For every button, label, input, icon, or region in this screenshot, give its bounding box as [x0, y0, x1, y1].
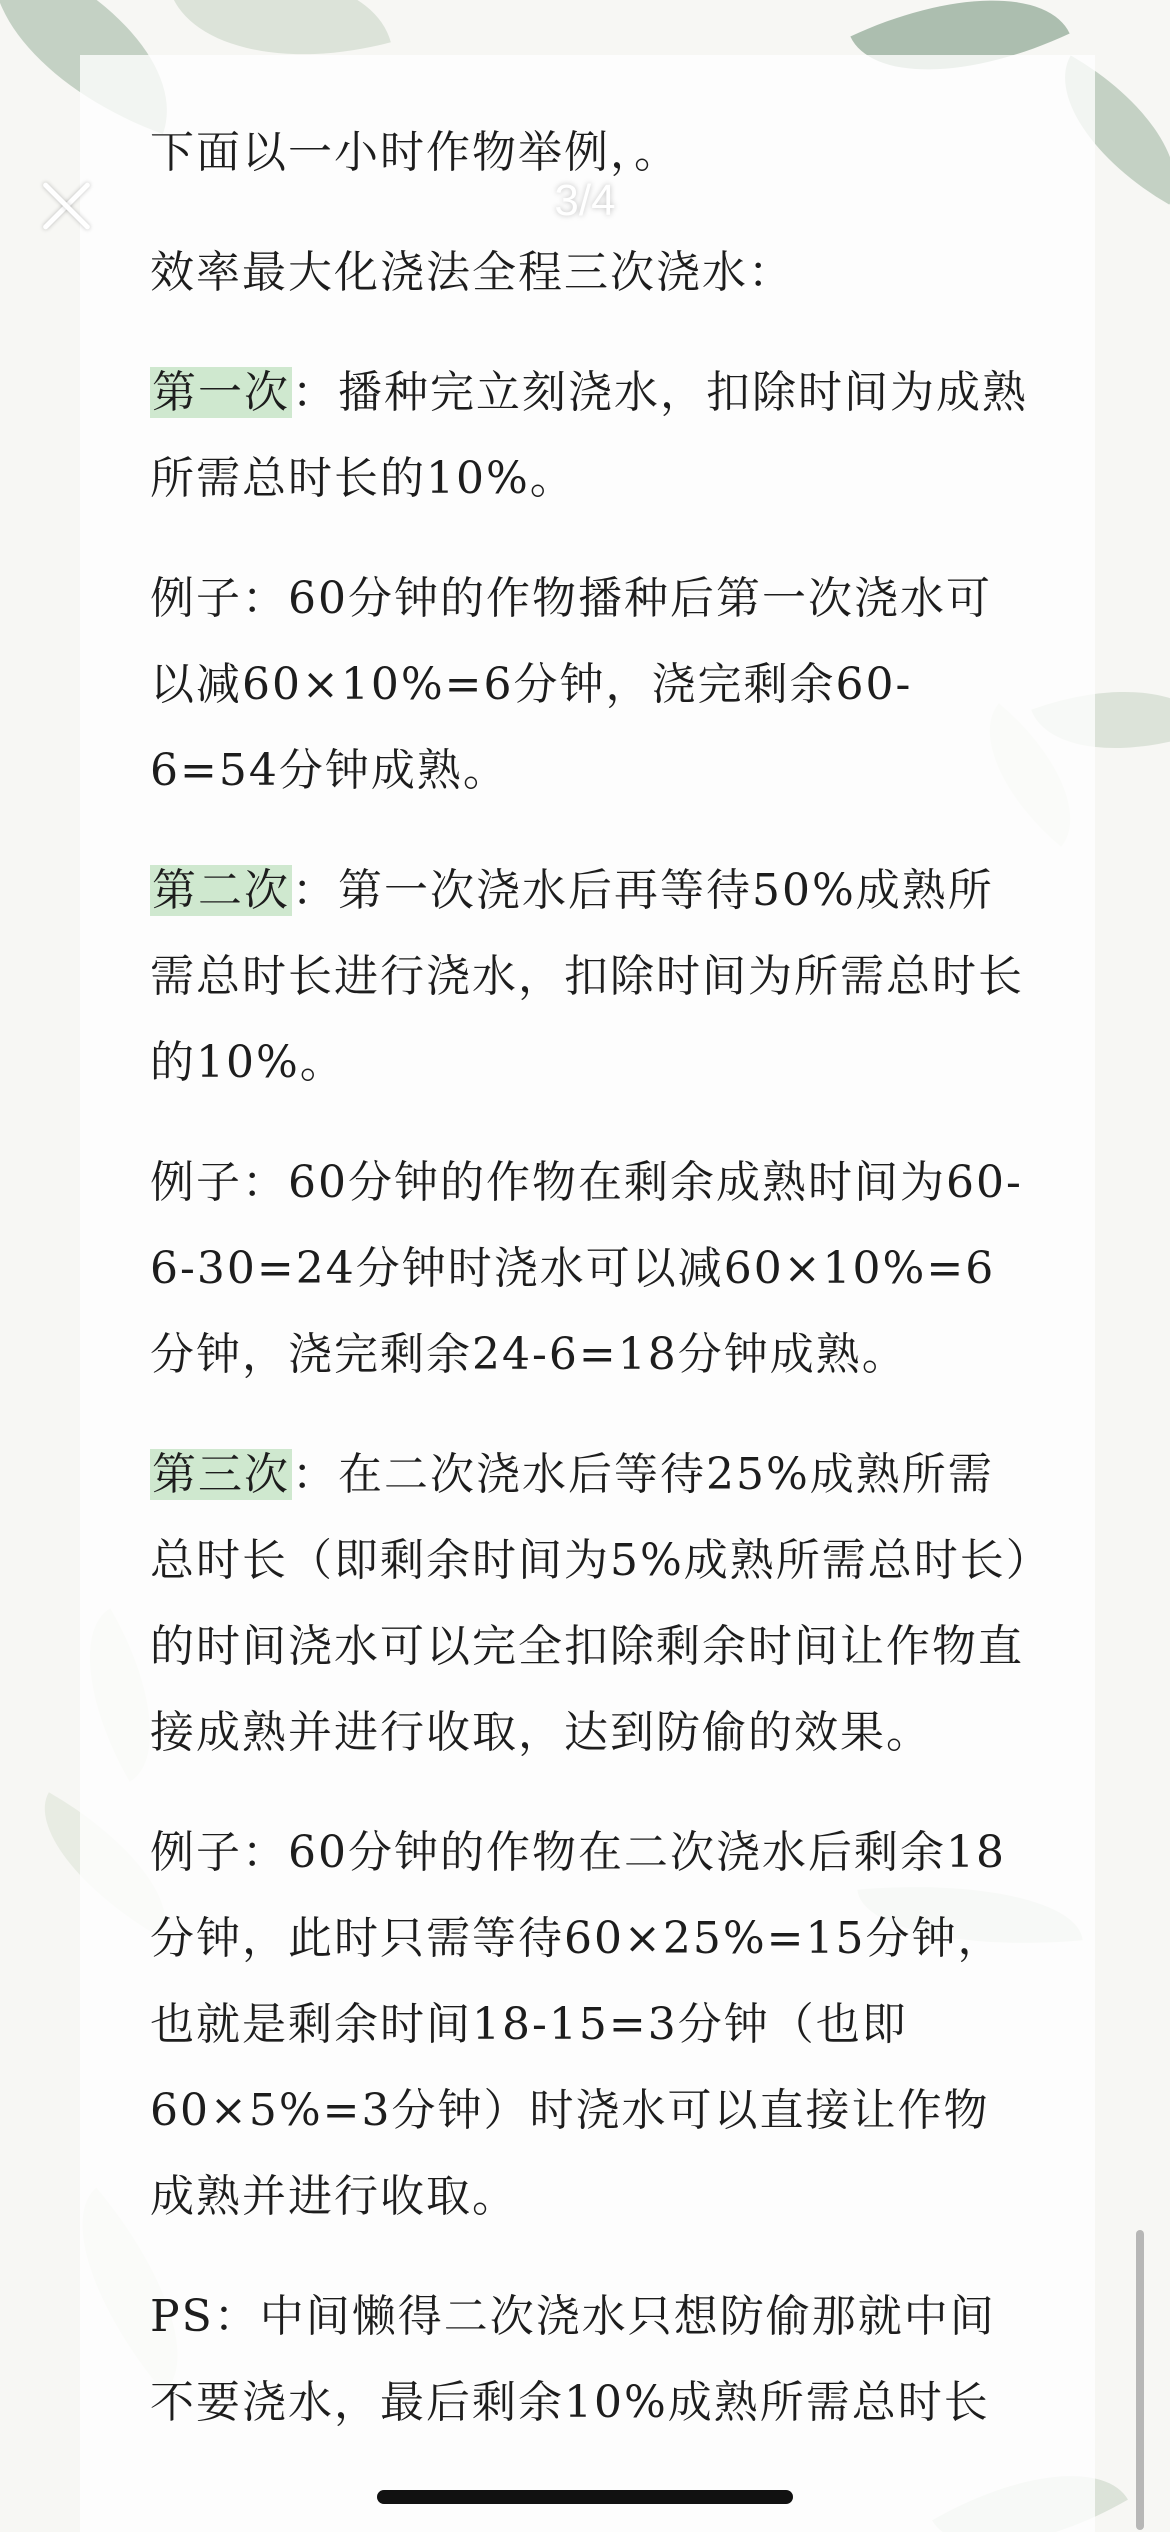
paragraph: 例子：60分钟的作物在剩余成熟时间为60-6-30=24分钟时浇水可以减60×10%=6分钟，浇完剩余24-6=18分钟成熟。 — [150, 1157, 1023, 1380]
paragraph: 第一次：播种完立刻浇水，扣除时间为成熟所需总时长的10%。 — [150, 367, 1028, 504]
page-indicator: 3/4 — [554, 176, 616, 225]
paragraph: 第三次：在二次浇水后等待25%成熟所需总时长（即剩余时间为5%成熟所需总时长）的时间浇水可以完全扣除剩余时间让作物直接成熟并进行收取，达到防偷的效果。 — [150, 1449, 1030, 1758]
paragraph: 例子：60分钟的作物播种后第一次浇水可以减60×10%=6分钟，浇完剩余60-6=54分钟成熟。 — [150, 573, 992, 796]
paragraph: PS：中间懒得二次浇水只想防偷那就中间不要浇水，最后剩余10%成熟所需总时长 — [150, 2291, 996, 2428]
paragraph: 效率最大化浇法全程三次浇水： — [150, 247, 794, 298]
step-label: 第二次 — [152, 865, 290, 916]
step-label: 第一次 — [152, 367, 290, 418]
paragraph: 第二次：第一次浇水后再等待50%成熟所需总时长进行浇水，扣除时间为所需总时长的10%。 — [150, 865, 1024, 1088]
step-label: 第三次 — [152, 1449, 290, 1500]
home-indicator[interactable] — [377, 2490, 793, 2504]
scrollbar[interactable] — [1136, 2230, 1144, 2530]
paragraph: 例子：60分钟的作物在二次浇水后剩余18分钟，此时只需等待60×25%=15分钟，也就是剩余时间18-15=3分钟（也即60×5%=3分钟）时浇水可以直接让作物成熟并进行收取。 — [150, 1827, 1006, 2222]
article-body[interactable] — [150, 110, 1030, 2480]
paragraph: 下面以一小时作物举例，。 — [150, 127, 680, 178]
